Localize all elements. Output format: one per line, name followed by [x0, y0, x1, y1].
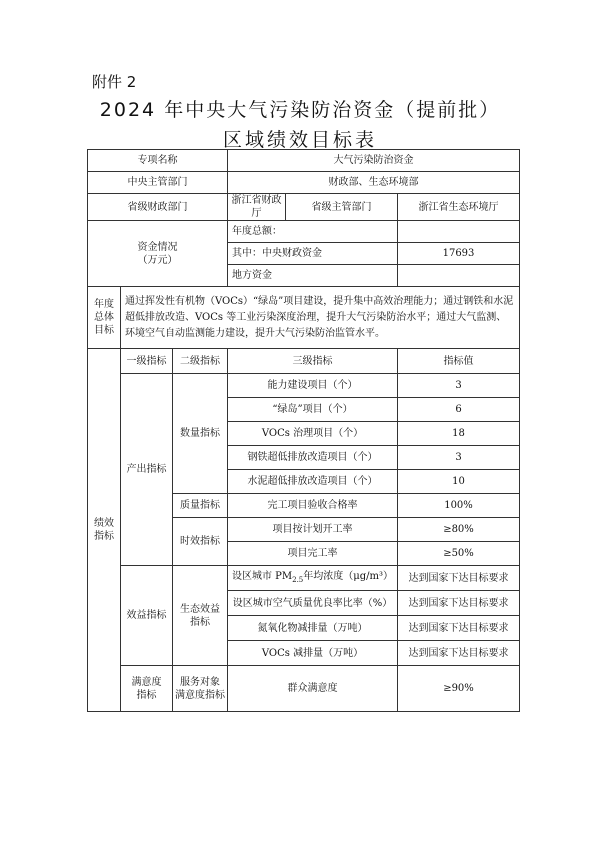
project-name-label: 专项名称	[88, 150, 228, 172]
indicator-name: VOCs 治理项目（个）	[228, 422, 398, 446]
indicator-name: 钢铁超低排放改造项目（个）	[228, 446, 398, 470]
indicator-value: 100%	[398, 494, 520, 518]
eco-benefit-label: 生态效益 指标	[173, 566, 228, 666]
indicator-name: 氮氧化物减排量（万吨）	[228, 616, 398, 641]
indicator-value: ≥50%	[398, 542, 520, 566]
prov-dept-value: 浙江省生态环境厅	[398, 194, 520, 221]
indicator-name: 完工项目验收合格率	[228, 494, 398, 518]
document-title: 2024 年中央大气污染防治资金（提前批）	[99, 99, 501, 121]
indicator-name	[228, 566, 398, 591]
annual-total-value	[398, 221, 520, 243]
central-dept-row	[88, 172, 520, 194]
output-indicators-label: 产出指标	[121, 374, 173, 566]
quantity-indicators-label: 数量指标	[173, 374, 228, 494]
central-funds-label: 其中：中央财政资金	[228, 243, 398, 265]
local-funds-label: 地方资金	[228, 265, 398, 287]
pm25-prefix: 设区城市 PM	[231, 570, 293, 582]
central-dept-label: 中央主管部门	[88, 172, 228, 194]
indicator-name: 设区城市空气质量优良率比率（%）	[228, 591, 398, 616]
pm25-subscript: 2.5	[292, 575, 304, 584]
indicator-value: 达到国家下达目标要求	[398, 641, 520, 666]
level3-header: 三级指标	[228, 349, 398, 374]
indicator-name: 水泥超低排放改造项目（个）	[228, 470, 398, 494]
perf-indicators-label: 绩效 指标	[88, 349, 121, 712]
satisfaction-label: 满意度 指标	[121, 666, 173, 712]
funds-total-row	[88, 221, 520, 243]
indicator-value: 达到国家下达目标要求	[398, 591, 520, 616]
indicator-value: 达到国家下达目标要求	[398, 566, 520, 591]
level1-header: 一级指标	[121, 349, 173, 374]
indicator-value: 10	[398, 470, 520, 494]
performance-target-table	[87, 149, 520, 712]
indicator-value: ≥90%	[398, 666, 520, 712]
central-dept-value: 财政部、生态环境部	[228, 172, 520, 194]
indicator-value: ≥80%	[398, 518, 520, 542]
indicator-name: 项目完工率	[228, 542, 398, 566]
indicator-name: 能力建设项目（个）	[228, 374, 398, 398]
indicator-value: 18	[398, 422, 520, 446]
pm25-suffix: 年均浓度（μg/m³）	[303, 570, 394, 582]
prov-dept-label: 省级主管部门	[286, 194, 398, 221]
annual-goal-label: 年度总体目标	[88, 287, 121, 349]
indicator-value: 达到国家下达目标要求	[398, 616, 520, 641]
indicator-value: 6	[398, 398, 520, 422]
indicator-value: 3	[398, 374, 520, 398]
project-name-value: 大气污染防治资金	[228, 150, 520, 172]
prov-finance-value: 浙江省财政厅	[228, 194, 286, 221]
central-funds-value: 17693	[398, 243, 520, 265]
local-funds-value	[398, 265, 520, 287]
value-header: 指标值	[398, 349, 520, 374]
benefit-indicators-label: 效益指标	[121, 566, 173, 666]
quality-indicators-label: 质量指标	[173, 494, 228, 518]
timeliness-indicators-label: 时效指标	[173, 518, 228, 566]
indicator-name: 项目按计划开工率	[228, 518, 398, 542]
table-row	[88, 374, 520, 398]
service-satisfaction-label: 服务对象 满意度指标	[173, 666, 228, 712]
perf-header-row	[88, 349, 520, 374]
annual-goal-row	[88, 287, 520, 349]
provincial-row	[88, 194, 520, 221]
indicator-name: 群众满意度	[228, 666, 398, 712]
annual-goal-text: 通过挥发性有机物（VOCs）“绿岛”项目建设，提升集中高效治理能力；通过钢铁和水泥超低排放改造、VOCs 等工业污染深度治理，提升大气污染防治水平；通过大气监测、环境空气自动监测能力建设，提升大气污染防治监管水平。	[121, 287, 520, 349]
funds-label: 资金情况 （万元）	[88, 221, 228, 287]
prov-finance-label: 省级财政部门	[88, 194, 228, 221]
indicator-value: 3	[398, 446, 520, 470]
table-row	[88, 566, 520, 591]
indicator-name: “绿岛”项目（个）	[228, 398, 398, 422]
table-row	[88, 666, 520, 712]
project-name-row	[88, 150, 520, 172]
attachment-label: 附件 2	[92, 73, 137, 91]
document-subtitle: 区域绩效目标表	[222, 129, 377, 151]
annual-total-label: 年度总额：	[228, 221, 398, 243]
level2-header: 二级指标	[173, 349, 228, 374]
indicator-name: VOCs 减排量（万吨）	[228, 641, 398, 666]
